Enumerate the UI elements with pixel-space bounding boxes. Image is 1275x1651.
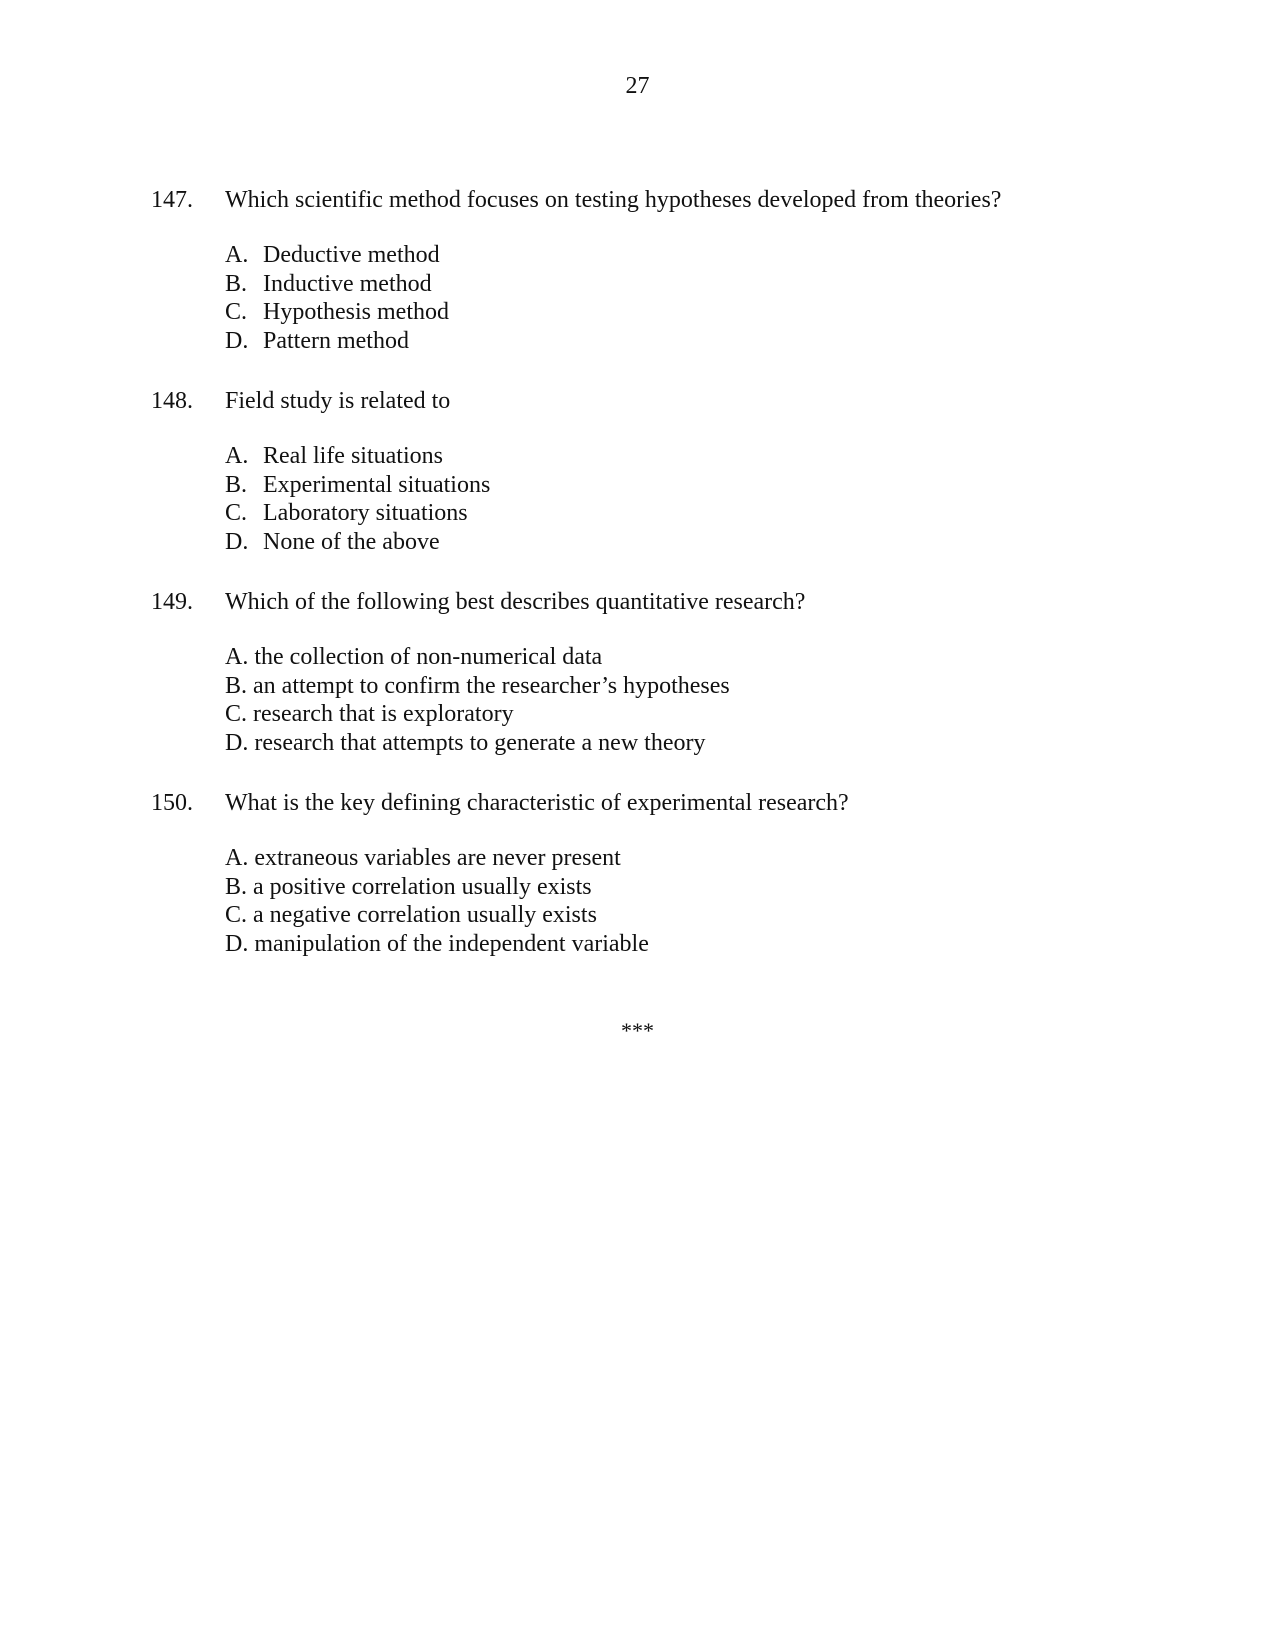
option-letter: D. (225, 328, 249, 355)
answer-option-c (225, 901, 649, 930)
option-letter: B. (225, 471, 248, 498)
answer-option-d (225, 729, 730, 758)
question-number: 148. (151, 388, 193, 414)
question-text: Field study is related to (225, 388, 451, 414)
option-text: Laboratory situations (263, 500, 468, 527)
option-letter: A. (225, 845, 249, 871)
question-text: Which of the following best describes quantitative research? (225, 589, 806, 615)
answer-option-b (225, 672, 730, 701)
page-number: 27 (625, 73, 650, 99)
option-letter: B. (225, 270, 248, 297)
option-text: Experimental situations (263, 471, 491, 498)
option-letter: B. (225, 873, 248, 900)
answer-option-d (225, 930, 649, 959)
option-text: Real life situations (263, 443, 443, 469)
question-number: 150. (151, 790, 193, 816)
option-text: research that is exploratory (253, 701, 514, 728)
answer-option-d (225, 528, 490, 557)
question-number: 147. (151, 187, 193, 213)
answer-option-a (225, 241, 449, 270)
answer-options (225, 643, 730, 758)
question-text: Which scientific method focuses on testing hypotheses developed from theories? (225, 187, 1002, 213)
answer-option-a (225, 442, 490, 471)
option-letter: A. (225, 443, 249, 469)
option-text: a negative correlation usually exists (253, 902, 597, 929)
option-letter: D. (225, 931, 249, 958)
option-letter: C. (225, 902, 248, 929)
option-letter: A. (225, 242, 249, 268)
option-text: an attempt to confirm the researcher’s hypotheses (253, 672, 730, 699)
answer-option-b (225, 873, 649, 902)
option-letter: B. (225, 672, 248, 699)
option-text: a positive correlation usually exists (253, 873, 592, 900)
option-text: research that attempts to generate a new theory (254, 730, 706, 757)
answer-option-c (225, 298, 449, 327)
option-text: extraneous variables are never present (254, 845, 621, 871)
option-letter: D. (225, 730, 249, 757)
answer-option-c (225, 499, 490, 528)
end-of-section-mark: *** (621, 1018, 654, 1043)
answer-option-a (225, 844, 649, 873)
option-letter: C. (225, 299, 248, 326)
answer-option-b (225, 471, 490, 500)
option-letter: C. (225, 701, 248, 728)
option-text: Inductive method (263, 270, 432, 297)
answer-option-d (225, 327, 449, 356)
option-text: None of the above (263, 529, 440, 556)
question-number: 149. (151, 589, 193, 615)
question-text: What is the key defining characteristic of experimental research? (225, 790, 849, 816)
option-letter: C. (225, 500, 248, 527)
option-text: Pattern method (263, 328, 409, 355)
answer-option-b (225, 270, 449, 299)
option-letter: A. (225, 644, 249, 670)
option-text: manipulation of the independent variable (254, 931, 649, 958)
answer-option-c (225, 700, 730, 729)
answer-options (225, 442, 490, 557)
answer-options (225, 844, 649, 959)
option-letter: D. (225, 529, 249, 556)
option-text: Hypothesis method (263, 299, 449, 326)
answer-option-a (225, 643, 730, 672)
answer-options (225, 241, 449, 356)
option-text: Deductive method (263, 242, 440, 268)
option-text: the collection of non-numerical data (254, 644, 603, 670)
